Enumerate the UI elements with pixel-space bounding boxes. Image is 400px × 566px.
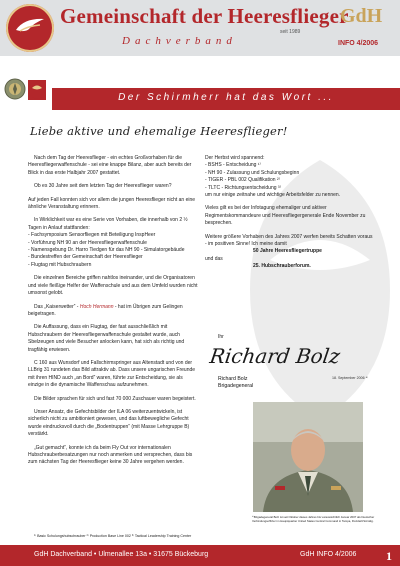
list-item: - BSHS - Entscheidung ¹⁾ [205, 162, 261, 169]
closing: Ihr [218, 334, 224, 340]
shield-emblem-icon [28, 80, 46, 100]
paragraph: Unser Ansatz, die Gefechtsbilder der ILA 06 weiterzuentwickeln, ist sicherlich nicht zu ambitioniert gewesen, und das luftbewegliche Gefecht wurde eindrucksvoll durch die „Bodentruppen“ (mit Masse Lehrgruppe B) verstärkt. [28, 408, 190, 438]
topic-list [205, 162, 375, 199]
list-item: um nur einige zeitnahe und wichtige Arbeitsfelder zu nennen. [205, 192, 341, 199]
established-note: seit 1989 [280, 29, 301, 35]
text-fragment: Das „Kaiserwetter“ - [34, 303, 80, 310]
list-item: - TLTC - Richtungsentscheidung ³⁾ [205, 184, 281, 191]
paragraph: Die Bilder sprachen für sich und fast 70 000 Zuschauer waren begeistert. [34, 395, 196, 402]
list-item: - Namensgebung Dr. Harro Tiedgen für das NH 90 - Simulatorgebäude [28, 247, 185, 254]
paragraph: C 160 aus Wunsdorf und Fallschirmspringer aus Altenstadt und von der LLBrig 31 rundeten das Bild attraktiv ab. Dass unsere ungarischen Freunde mit ihren HIND auch „an Bord“ waren, führte zur Entscheidung, sie als einzige in die dynamische Waffenschau aufzunehmen. [28, 359, 196, 389]
paragraph: Auf jeden Fall konnten sich vor allem die jungen Heeresflieger nicht an eine ähnliche Veranstaltung erinnern. [28, 196, 196, 211]
signatory [218, 376, 253, 390]
signatory-rank: Brigadegeneral [218, 383, 254, 389]
eagle-wing-logo-icon [6, 4, 54, 52]
event-list [28, 232, 198, 269]
list-item: - NH 90 - Zulassung und Schulungsbeginn [205, 169, 300, 176]
section-banner [52, 88, 400, 110]
list-item: - Fachsymposium Sensorfliegen mit Beteiligung InspHeer [28, 232, 156, 239]
coat-of-arms-emblem-icon [4, 76, 26, 102]
event-item: und das [205, 255, 223, 262]
subtitle: Dachverband [122, 35, 237, 47]
signature-date: 18. September 2006 ⁴⁾ [332, 376, 368, 380]
photo-caption: ⁴⁾Brigadegeneral Bolz ist seit Oktober dieses Jahres bis voraussichtlich Januar 2007 als Deutscher Verbindungsoffizier im Hauptquartier United States Central Command in Tampa, Florida/USA tätig. [252, 515, 375, 523]
footer [0, 545, 400, 566]
page-number: 1 [386, 549, 392, 563]
left-column [28, 155, 198, 473]
footnotes: ¹⁾ Basic Schulungshubschrauber ²⁾ Production Base Line 002 ³⁾ Tactical Leadership Training Center [34, 534, 192, 538]
list-item: - Flugtag mit Hubschraubern [28, 261, 92, 268]
right-column [205, 155, 375, 271]
footer-issue: GdH INFO 4/2006 [300, 551, 357, 558]
paragraph: Nach dem Tag der Heeresflieger - ein echtes Großvorhaben für die Heeresfliegerwaffenschule - sei eine knappe Bilanz, aber auch bereits der Blick in das erste Halbjahr 2007 gestattet. [28, 155, 192, 176]
banner-title: Der Schirmherr hat das Wort ... [118, 92, 334, 103]
signatory-name: Richard Bolz [218, 376, 248, 382]
list-item: - Vorführung NH 90 an der Heeresfliegerwaffenschule [28, 239, 147, 246]
gdh-logo-text: GdH [340, 5, 383, 27]
paragraph: Die einzelnen Bereiche griffen nahtlos ineinander, und die Organisatoren und viele fleißige Helfer der Waffenschule und aus dem Umfeld wurden nicht umsonst gelobt. [28, 275, 198, 297]
footer-address: GdH Dachverband • Ulmenallee 13a • 31675 Bückeburg [34, 551, 209, 558]
paragraph: Der Herbst wird spannend: [205, 155, 265, 161]
list-item: - TIGER - PBL 002 Qualifikation ²⁾ [205, 177, 280, 184]
list-item: - Bundestreffen der Gemeinschaft der Heeresflieger [28, 254, 143, 261]
event-item: 25. Hubschrauberforum. [253, 263, 311, 270]
header [0, 0, 400, 56]
gdh-logo [340, 5, 382, 28]
paragraph: Die Auffassung, dass ein Flugtag, der fast ausschließlich mit Hubschraubern der Heeresfliegerwaffenschule gestaltet wurde, auch Sbelzeugen und viele Besucher anlocken kann, hat sich als richtig und tragfähig erwiesen. [28, 324, 185, 353]
paragraph: „Gut gemacht“, konnte ich da beim Fly Out vor internationalen Hubschrauberbesatzungen nur noch anmerken und versprechen, dass bis zum nächsten Tag der Heeresflieger keine 30 Jahre vergehen werden. [28, 444, 193, 466]
signature: Richard Bolz [208, 344, 342, 368]
paragraph: Weitere größere Vorhaben des Jahres 2007 werfen bereits Schatten voraus - im positiven Sinne! Ich meine damit [205, 233, 373, 248]
highlight-text: Hoch Hermann [79, 303, 114, 310]
event-item: 50 Jahre Heeresfliegertruppe [253, 248, 322, 255]
paragraph: Vieles gilt es bei der Infotagung ehemaliger und aktiver Regimentskommandeure und Heeresfliegergenerale Ende November zu besprechen. [205, 205, 366, 227]
portrait-photo [253, 402, 363, 512]
paragraph [28, 304, 198, 319]
paragraph: Ob es 30 Jahre seit dem letzten Tag der Heeresflieger waren? [34, 183, 172, 190]
page-title: Gemeinschaft der Heeresflieger [60, 4, 349, 28]
text-fragment: - hat im Übrigen zum Gelingen beigetragen. [28, 303, 183, 317]
paragraph: In Wirklichkeit war es eine Serie von Vorhaben, die innerhalb von 2 ½ Tagen in Anlauf stattfanden: [28, 217, 188, 231]
issue-label: INFO 4/2006 [338, 40, 379, 47]
handwritten-greeting: Liebe aktive und ehemalige Heeresflieger! [30, 124, 288, 138]
